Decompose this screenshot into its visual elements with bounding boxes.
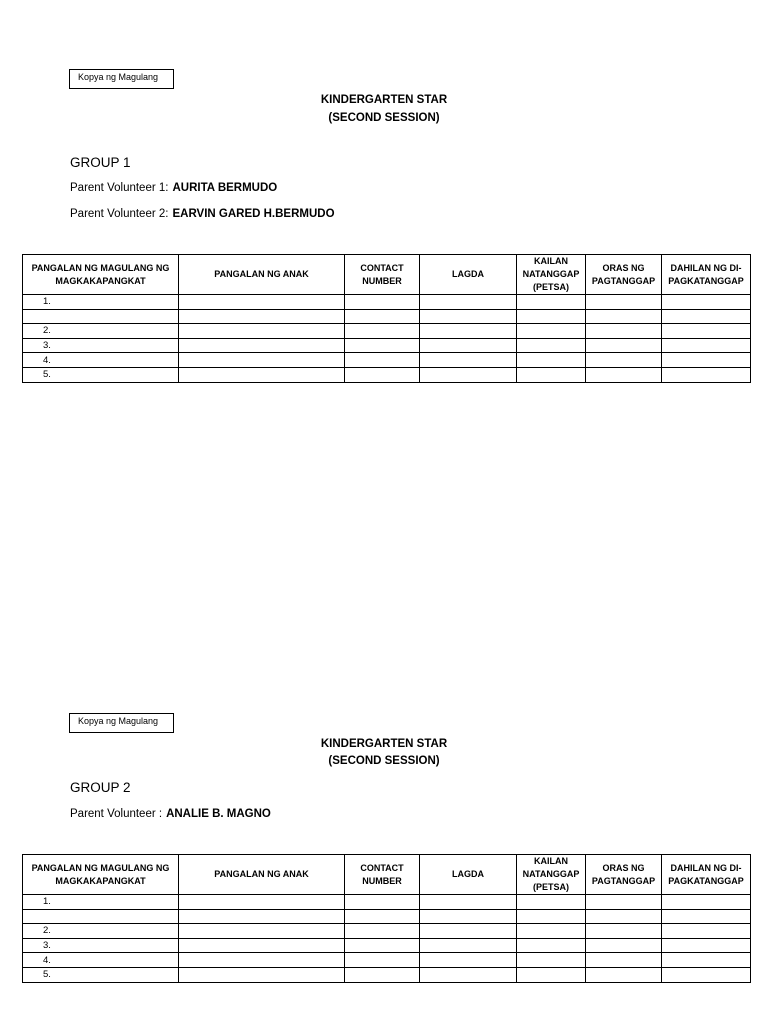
table-cell[interactable] (662, 895, 751, 910)
table-row (23, 324, 751, 339)
column-header: DAHILAN NG DI-PAGKATANGGAP (662, 255, 751, 295)
column-header: LAGDA (420, 855, 517, 895)
table-row (23, 367, 751, 382)
table-cell[interactable] (662, 309, 751, 324)
table-cell[interactable] (517, 324, 586, 339)
table-cell[interactable] (662, 367, 751, 382)
table-cell[interactable] (517, 367, 586, 382)
column-header: DAHILAN NG DI-PAGKATANGGAP (662, 855, 751, 895)
table-cell[interactable] (586, 338, 662, 353)
table-cell[interactable] (662, 953, 751, 968)
table-cell[interactable] (420, 924, 517, 939)
table-cell[interactable] (662, 295, 751, 310)
volunteer-label: Parent Volunteer 2: (70, 208, 169, 220)
table-row (23, 309, 751, 324)
table-cell[interactable] (517, 967, 586, 982)
table-cell[interactable] (517, 353, 586, 368)
group-heading: GROUP 2 (70, 780, 131, 795)
row-number: 3. (23, 938, 179, 953)
row-number: 2. (23, 924, 179, 939)
table-cell[interactable] (345, 324, 420, 339)
row-number: 3. (23, 338, 179, 353)
table-cell[interactable] (517, 924, 586, 939)
table-cell[interactable] (517, 895, 586, 910)
table-header-row (23, 855, 751, 895)
table-cell[interactable] (345, 309, 420, 324)
table-cell[interactable] (517, 338, 586, 353)
row-number: 4. (23, 953, 179, 968)
column-header: PANGALAN NG MAGULANG NG MAGKAKAPANGKAT (23, 855, 179, 895)
column-header: PANGALAN NG MAGULANG NG MAGKAKAPANGKAT (23, 255, 179, 295)
table-cell[interactable] (179, 909, 345, 924)
table-cell[interactable] (179, 353, 345, 368)
table-row (23, 953, 751, 968)
table-cell[interactable] (517, 953, 586, 968)
table-cell[interactable] (345, 938, 420, 953)
table-cell[interactable] (420, 909, 517, 924)
copy-label: Kopya ng Magulang (78, 716, 159, 726)
copy-label-box (69, 69, 174, 89)
column-header: PANGALAN NG ANAK (179, 855, 345, 895)
table-cell[interactable] (179, 367, 345, 382)
table-cell[interactable] (662, 324, 751, 339)
table-header-row (23, 255, 751, 295)
table-cell[interactable] (662, 338, 751, 353)
table-cell[interactable] (586, 324, 662, 339)
column-header: KAILAN NATANGGAP (PETSA) (517, 855, 586, 895)
table-row (23, 938, 751, 953)
table-cell[interactable] (420, 953, 517, 968)
table-cell[interactable] (179, 295, 345, 310)
roster-table (22, 254, 751, 383)
table-cell[interactable] (662, 938, 751, 953)
table-cell[interactable] (179, 924, 345, 939)
table-cell[interactable] (179, 895, 345, 910)
volunteer-name: ANALIE B. MAGNO (166, 808, 271, 820)
table-cell[interactable] (420, 353, 517, 368)
row-number (23, 909, 179, 924)
column-header: ORAS NG PAGTANGGAP (586, 255, 662, 295)
table-cell[interactable] (420, 967, 517, 982)
table-cell[interactable] (179, 953, 345, 968)
table-row (23, 924, 751, 939)
table-cell[interactable] (345, 953, 420, 968)
table-cell[interactable] (586, 895, 662, 910)
table-cell[interactable] (345, 367, 420, 382)
table-cell[interactable] (586, 924, 662, 939)
row-number: 5. (23, 367, 179, 382)
table-row (23, 895, 751, 910)
title-line-2: (SECOND SESSION) (328, 755, 440, 767)
table-cell[interactable] (586, 295, 662, 310)
table-cell[interactable] (345, 895, 420, 910)
column-header: KAILAN NATANGGAP (PETSA) (517, 255, 586, 295)
column-header: CONTACT NUMBER (345, 255, 420, 295)
row-number (23, 309, 179, 324)
table-cell[interactable] (517, 909, 586, 924)
title-line-1: KINDERGARTEN STAR (320, 738, 448, 750)
table-cell[interactable] (586, 367, 662, 382)
table-cell[interactable] (345, 924, 420, 939)
table-row (23, 353, 751, 368)
table-row (23, 909, 751, 924)
column-header: CONTACT NUMBER (345, 855, 420, 895)
table-cell[interactable] (586, 909, 662, 924)
volunteer-name: EARVIN GARED H.BERMUDO (172, 208, 335, 220)
table-cell[interactable] (420, 938, 517, 953)
table-cell[interactable] (420, 309, 517, 324)
table-cell[interactable] (662, 924, 751, 939)
column-header: PANGALAN NG ANAK (179, 255, 345, 295)
table-cell[interactable] (420, 324, 517, 339)
parent-volunteer-1 (70, 182, 277, 194)
table-cell[interactable] (420, 338, 517, 353)
column-header: LAGDA (420, 255, 517, 295)
table-cell[interactable] (586, 953, 662, 968)
group-heading: GROUP 1 (70, 155, 131, 170)
title-line-1: KINDERGARTEN STAR (320, 94, 448, 106)
table-cell[interactable] (662, 353, 751, 368)
table-row (23, 338, 751, 353)
volunteer-name: AURITA BERMUDO (172, 182, 278, 194)
roster-table (22, 854, 751, 983)
row-number: 2. (23, 324, 179, 339)
volunteer-label: Parent Volunteer 1: (70, 182, 169, 194)
table-cell[interactable] (586, 938, 662, 953)
table-cell[interactable] (586, 353, 662, 368)
table-row (23, 295, 751, 310)
row-number: 5. (23, 967, 179, 982)
table-cell[interactable] (586, 967, 662, 982)
table-cell[interactable] (420, 895, 517, 910)
table-cell[interactable] (179, 324, 345, 339)
table-cell[interactable] (420, 295, 517, 310)
copy-label-box (69, 713, 174, 733)
row-number: 1. (23, 295, 179, 310)
table-cell[interactable] (517, 295, 586, 310)
table-cell[interactable] (420, 367, 517, 382)
table-cell[interactable] (517, 309, 586, 324)
row-number: 4. (23, 353, 179, 368)
table-cell[interactable] (345, 353, 420, 368)
table-cell[interactable] (345, 967, 420, 982)
column-header: ORAS NG PAGTANGGAP (586, 855, 662, 895)
table-cell[interactable] (586, 309, 662, 324)
table-cell[interactable] (179, 309, 345, 324)
parent-volunteer (70, 808, 271, 820)
parent-volunteer-2 (70, 208, 335, 220)
table-cell[interactable] (662, 909, 751, 924)
volunteer-label: Parent Volunteer : (70, 808, 163, 820)
table-row (23, 967, 751, 982)
copy-label: Kopya ng Magulang (78, 72, 159, 82)
row-number: 1. (23, 895, 179, 910)
table-cell[interactable] (345, 909, 420, 924)
table-cell[interactable] (179, 967, 345, 982)
table-cell[interactable] (517, 938, 586, 953)
table-cell[interactable] (662, 967, 751, 982)
title-line-2: (SECOND SESSION) (328, 112, 440, 124)
table-cell[interactable] (179, 338, 345, 353)
table-cell[interactable] (345, 338, 420, 353)
table-cell[interactable] (179, 938, 345, 953)
table-cell[interactable] (345, 295, 420, 310)
